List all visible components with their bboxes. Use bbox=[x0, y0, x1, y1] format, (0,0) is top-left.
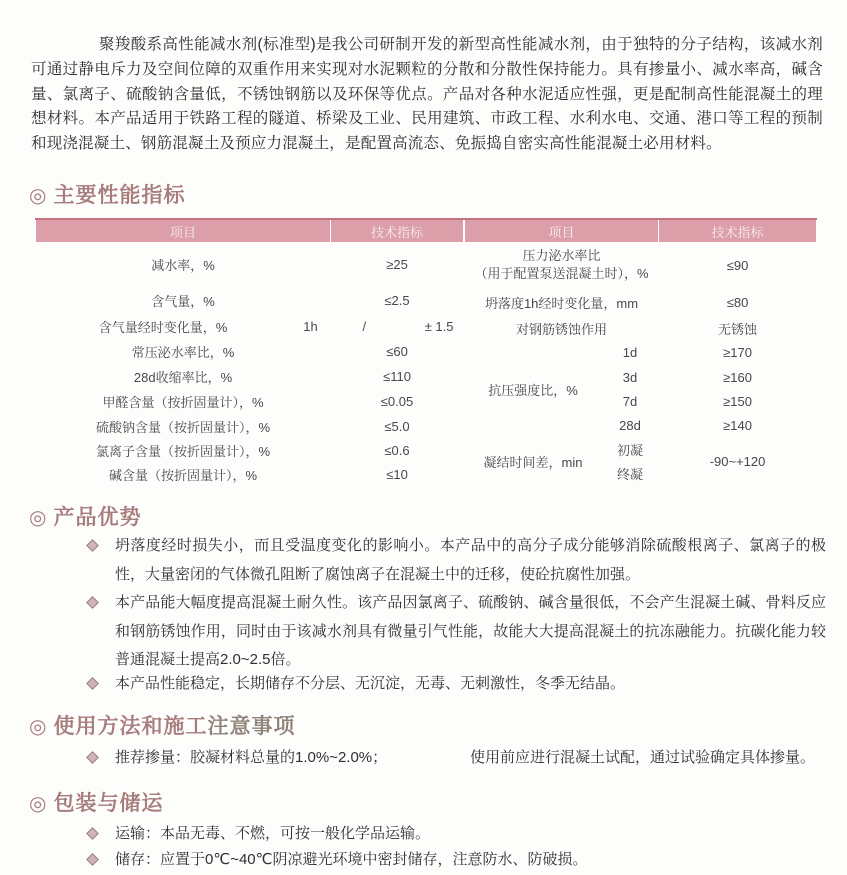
age-cell: 1d bbox=[622, 345, 638, 361]
spec-cell: ≥150 bbox=[723, 393, 752, 409]
section-heading-usage bbox=[29, 710, 295, 740]
table-row bbox=[465, 316, 817, 341]
intro-paragraph: 聚羧酸系高性能减水剂(标准型)是我公司研制开发的新型高性能减水剂，由于独特的分子结构，该减水剂可通过静电斥力及空间位障的双重作用来实现对水泥颗粒的分散和分散性保持能力。具有掺量小、减水率高，碱含量、氯离子、硫酸钠含量低，不锈蚀钢筋以及环保等优点。产品对各种水泥适应性强，更是配制高性能混凝土的理想材料。本产品适用于铁路工程的隧道、桥梁及工业、民用建筑、市政工程、水利水电、交通、港口等工程的预制和现浇混凝土、钢筋混凝土及预应力混凝土，是配置高流态、免振捣自密实高性能混凝土必用材料。 bbox=[31, 36, 823, 153]
item-cell: 抗压强度比，% bbox=[488, 382, 578, 398]
section-title: 包装与储运 bbox=[53, 792, 164, 815]
tolerance-value: ± 1.5 bbox=[424, 319, 454, 334]
item-cell: 凝结时间差，min bbox=[483, 455, 583, 471]
packaging-item bbox=[86, 846, 826, 875]
storage-text: 储存：应置于0℃~40℃阴凉避光环境中密封储存，注意防水、防破损。 bbox=[115, 851, 588, 868]
age-cell: 3d bbox=[622, 369, 638, 385]
item-line1: 压力泌水率比 bbox=[522, 248, 601, 264]
item-cell: 28d收缩率比，% bbox=[133, 370, 233, 385]
section-heading-packaging bbox=[29, 787, 163, 817]
advantage-item bbox=[86, 532, 826, 589]
sub-cell: 初凝 bbox=[617, 443, 644, 459]
spec-cell: ≤2.5 bbox=[384, 292, 410, 308]
advantage-item bbox=[86, 589, 826, 675]
spec-cell: ≥140 bbox=[723, 418, 752, 433]
item-cell: 对钢筋锈蚀作用 bbox=[516, 321, 608, 337]
spec-cell: ≤5.0 bbox=[384, 418, 410, 434]
spec-cell: ≤0.6 bbox=[384, 442, 410, 458]
spec-cell: ≤90 bbox=[726, 257, 749, 273]
column-header-item: 项目 bbox=[36, 219, 331, 242]
advantage-item bbox=[86, 670, 826, 699]
performance-table bbox=[35, 218, 815, 486]
transport-text: 运输：本品无毒、不燃，可按一般化学品运输。 bbox=[115, 825, 431, 842]
spec-cell: ≥160 bbox=[723, 369, 752, 385]
sub-cell: 1h bbox=[303, 319, 318, 334]
table-row bbox=[36, 438, 464, 462]
slash-value: / bbox=[362, 319, 367, 334]
column-header-item: 项目 bbox=[465, 219, 659, 242]
table-row bbox=[36, 389, 464, 414]
table-row bbox=[36, 242, 464, 286]
section-heading-performance bbox=[29, 179, 185, 209]
spec-cell: ≤110 bbox=[383, 369, 411, 384]
usage-dosage-text: 推荐掺量：胶凝材料总量的1.0%~2.0%； bbox=[115, 749, 388, 766]
item-cell: 甲醛含量（按折固量计），% bbox=[102, 395, 264, 410]
spec-cell: ≤10 bbox=[386, 466, 408, 482]
spec-cell: 无锈蚀 bbox=[718, 321, 758, 337]
column-header-spec: 技术指标 bbox=[659, 219, 817, 242]
table-row bbox=[36, 314, 464, 339]
item-cell: 碱含量（按折固量计），% bbox=[108, 467, 258, 483]
section-title: 产品优势 bbox=[53, 506, 142, 529]
age-cell: 7d bbox=[622, 393, 638, 409]
item-line2: （用于配置泵送混凝土时），% bbox=[474, 266, 649, 282]
spec-cell: -90~+120 bbox=[709, 454, 766, 470]
section-title-main: 使用方法和施工 bbox=[53, 715, 208, 738]
spec-cell: ≥25 bbox=[386, 256, 408, 272]
packaging-item bbox=[86, 820, 826, 849]
item-cell bbox=[465, 242, 659, 288]
table-row bbox=[465, 289, 817, 316]
section-heading-advantages bbox=[29, 501, 141, 531]
table-row bbox=[36, 364, 464, 389]
item-cell: 含气量经时变化量，% bbox=[98, 320, 228, 335]
spec-cell bbox=[331, 314, 464, 339]
usage-item bbox=[86, 744, 826, 773]
table-row bbox=[465, 341, 817, 365]
advantage-text: 本产品能大幅度提高混凝土耐久性。该产品因氯离子、硫酸钠、碱含量很低，不会产生混凝土碱、骨料反应和钢筋锈蚀作用，同时由于该减水剂具有微量引气性能，故能大大提高混凝土的抗冻融能力。抗碳化能力较普通混凝土提高2.0~2.5倍。 bbox=[115, 594, 826, 668]
spec-cell: ≤80 bbox=[726, 294, 749, 310]
spec-cell: ≤60 bbox=[386, 344, 408, 359]
item-cell: 硫酸钠含量（按折固量计），% bbox=[95, 419, 271, 435]
table-row bbox=[36, 414, 464, 438]
performance-table-right bbox=[464, 218, 817, 486]
table-row bbox=[36, 339, 464, 364]
age-cell: 28d bbox=[619, 418, 641, 433]
item-cell: 氯离子含量（按折固量计），% bbox=[95, 443, 271, 459]
advantage-text: 本产品性能稳定，长期储存不分层、无沉淀，无毒、无刺激性，冬季无结晶。 bbox=[115, 675, 626, 692]
item-cell: 减水率，% bbox=[151, 257, 215, 273]
section-marker-icon: ◎ bbox=[29, 793, 48, 815]
performance-table-left bbox=[35, 218, 464, 486]
column-header-spec: 技术指标 bbox=[331, 219, 464, 242]
section-marker-icon: ◎ bbox=[29, 185, 48, 207]
table-row bbox=[36, 462, 464, 486]
item-cell: 坍落度1h经时变化量，mm bbox=[484, 295, 639, 311]
usage-note-text: 使用前应进行混凝土试配，通过试验确定具体掺量。 bbox=[470, 749, 816, 766]
section-title: 主要性能指标 bbox=[53, 184, 186, 207]
section-title-rest: 注意事项 bbox=[207, 715, 296, 738]
table-row bbox=[465, 242, 817, 288]
item-cell: 含气量，% bbox=[151, 293, 215, 309]
table-row bbox=[36, 286, 464, 314]
advantage-text: 坍落度经时损失小，而且受温度变化的影响小。本产品中的高分子成分能够消除硫酸根离子、氯离子的极性，大量密闭的气体微孔阻断了腐蚀离子在混凝土中的迁移，使砼抗腐性加强。 bbox=[115, 537, 826, 583]
section-marker-icon: ◎ bbox=[29, 716, 48, 738]
spec-cell: ≤0.05 bbox=[380, 394, 414, 409]
sub-cell: 终凝 bbox=[617, 467, 644, 483]
section-marker-icon: ◎ bbox=[29, 507, 48, 529]
table-row bbox=[465, 438, 817, 462]
item-cell: 常压泌水率比，% bbox=[131, 345, 235, 360]
spec-cell: ≥170 bbox=[723, 345, 752, 361]
